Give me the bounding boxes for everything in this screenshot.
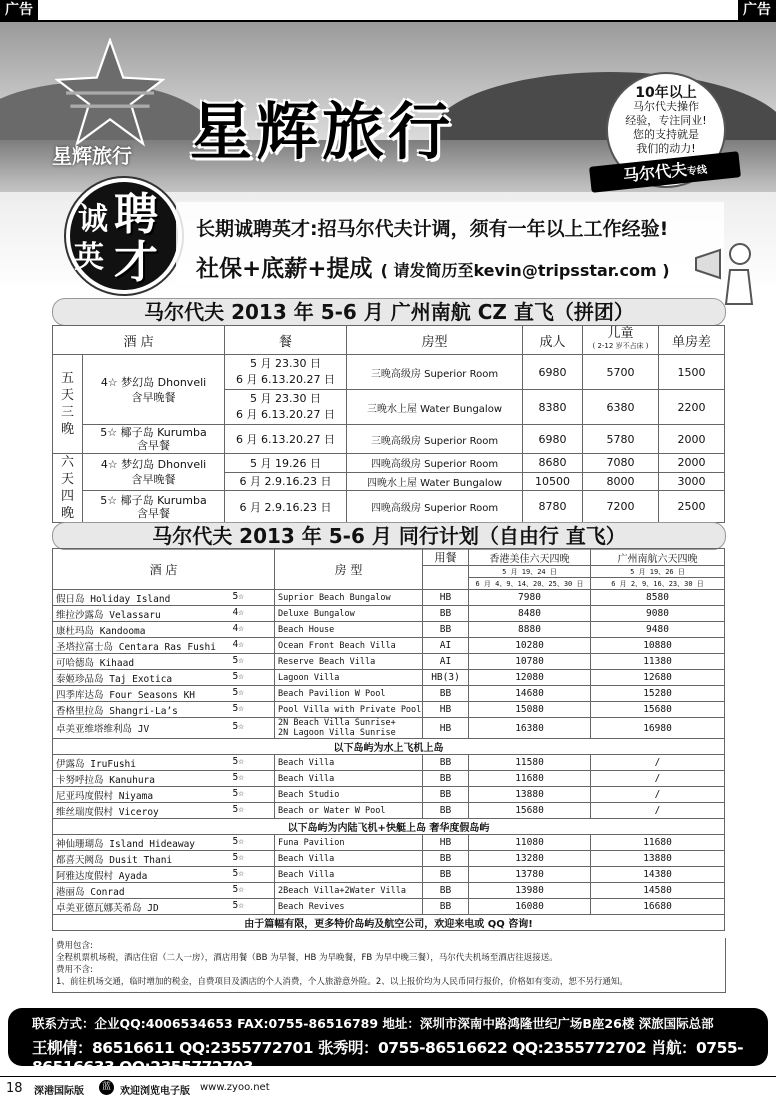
hotel-star: 5☆ (232, 721, 244, 732)
hotel-star: 5☆ (232, 755, 244, 767)
room-line: Reserve Beach Villa (278, 656, 376, 667)
hotel-name: 4☆ 梦幻岛 Dhonveli (100, 375, 207, 389)
hotel-name: 5☆ 椰子岛 Kurumba (100, 493, 207, 507)
col-price2: 广州南航六天四晚 (591, 549, 725, 566)
adult-price: 8380 (523, 390, 583, 425)
hotel-star: 4☆ (232, 606, 244, 618)
table-row (53, 803, 725, 819)
meal-cell: BB (423, 686, 469, 702)
col-hotel: 酒 店 (53, 326, 225, 355)
price1-cell: 13780 (469, 867, 591, 883)
price2-cell: 15680 (591, 702, 725, 718)
hotel-name: 卓美亚维塔维利岛 JV (56, 724, 150, 735)
room-cell (275, 606, 423, 622)
subheader-seaplane: 以下岛屿为水上飞机上岛 (53, 739, 725, 755)
rows-group-c (53, 835, 725, 915)
price1-cell: 11680 (469, 771, 591, 787)
col-meal: 用餐 (423, 549, 469, 566)
hotel-name: 圣塔拉富士岛 Centara Ras Fushi (56, 641, 216, 653)
price2-cell: 11680 (591, 835, 725, 851)
rows-group-a (53, 590, 725, 739)
room-line: Beach Villa (278, 773, 335, 784)
price1-cell: 12080 (469, 670, 591, 686)
note-line: 费用不含: (56, 965, 93, 975)
price2-cell: / (591, 787, 725, 803)
price2-cell: 11380 (591, 654, 725, 670)
table-row (53, 787, 725, 803)
recruit-char: 才 (114, 237, 158, 288)
col-room: 房型 (347, 326, 523, 355)
table-row (53, 718, 725, 739)
room-line: Beach Studio (278, 789, 340, 800)
hotel-cell (53, 851, 275, 867)
hotel-star: 5☆ (232, 899, 244, 911)
child-label: 儿童 (607, 326, 634, 341)
hotel-meal: 含早餐 (137, 439, 170, 452)
recruit-char: 聘 (114, 189, 158, 240)
publication-icon: 蓝 (99, 1080, 114, 1095)
meal-cell: HB (423, 718, 469, 739)
recruit-line2 (196, 250, 670, 283)
room-line: Pool Villa with Private Pool (278, 704, 422, 715)
note-line: 1、前往机场交通，临时增加的税金，自费项目及酒店的个人消费，个人旅游意外险。2、以上报价均为人民币同行报价，价格如有变动，恕不另行通知。 (56, 977, 628, 987)
meal-cell: HB(3) (423, 670, 469, 686)
table-row (53, 883, 725, 899)
hotel-name: 阿雅达度假村 Ayada (56, 870, 148, 882)
hotel-cell (53, 803, 275, 819)
room-cell (275, 718, 423, 739)
hotel-name: 伊露岛 IruFushi (56, 758, 136, 770)
col-single: 单房差 (659, 326, 725, 355)
price1-cell: 13880 (469, 787, 591, 803)
room-line: Lagoon Villa (278, 672, 340, 683)
hotel-meal: 含早餐 (137, 506, 170, 520)
table-row (53, 755, 725, 771)
hotel-name: 卡努呼拉岛 Kanuhura (56, 774, 155, 786)
hotel-name: 港丽岛 Conrad (56, 886, 125, 898)
room-cell (275, 787, 423, 803)
col-child (583, 326, 659, 355)
ad-tag-left: 广告 (0, 0, 38, 20)
price2-cell: 10880 (591, 638, 725, 654)
price2-cell: 8580 (591, 590, 725, 606)
price2-cell: 16980 (591, 718, 725, 739)
room-line: Beach or Water W Pool (278, 805, 386, 816)
hotel-name: 4☆ 梦幻岛 Dhonveli (100, 458, 207, 472)
date-cell: 6 月 2.9.16.23 日 (225, 472, 347, 491)
price1-cell: 15080 (469, 702, 591, 718)
room-line: 2Beach Villa+2Water Villa (278, 885, 406, 896)
room-cell: 三晚高级房 Superior Room (347, 425, 523, 454)
duration-label: 六天四晚 (53, 454, 83, 523)
child-price: 7200 (583, 491, 659, 523)
hotel-name: 可哈德岛 Kihaad (56, 657, 135, 669)
ribbon-main: 马尔代夫 (622, 159, 688, 186)
bubble-line: 经验，专注同业! (625, 114, 707, 127)
hotel-star: 5☆ (232, 787, 244, 799)
price1-cell: 13280 (469, 851, 591, 867)
date-cell: 5 月 19.26 日 (225, 454, 347, 473)
room-line: Ocean Front Beach Villa (278, 640, 396, 651)
hotel-name: 尼亚玛度假村 Niyama (56, 790, 154, 802)
price1-cell: 11080 (469, 835, 591, 851)
hotel-star: 5☆ (232, 803, 244, 815)
meal-cell: AI (423, 638, 469, 654)
table-row (53, 590, 725, 606)
single-price: 3000 (659, 472, 725, 491)
meal-cell: BB (423, 899, 469, 915)
price1-date: 5 月 19、24 日 (469, 566, 591, 578)
meal-cell: BB (423, 787, 469, 803)
child-note: ( 2-12 岁不占床 ) (592, 342, 649, 350)
recruit-char: 诚 (78, 202, 108, 237)
group-tour-table (52, 325, 725, 523)
table-row (53, 899, 725, 915)
single-price: 2000 (659, 425, 725, 454)
room-cell (275, 654, 423, 670)
child-price: 8000 (583, 472, 659, 491)
hotel-cell (53, 867, 275, 883)
price2-cell: / (591, 803, 725, 819)
note-line: 全程机票机场税，酒店住宿（二人一房），酒店用餐（BB 为早餐，HB 为早晚餐，FB 为早中晚三餐），马尔代夫机场至酒店往返接送。 (56, 953, 558, 963)
price2-cell: 14380 (591, 867, 725, 883)
hotel-cell (53, 606, 275, 622)
col-hotel: 酒 店 (53, 549, 275, 590)
date-line: 6 月 6.13.20.27 日 (236, 408, 335, 421)
table-row (53, 686, 725, 702)
price2-cell: 14580 (591, 883, 725, 899)
room-cell (275, 851, 423, 867)
room-line: Funa Pavilion (278, 837, 345, 848)
price1-date: 6 月 4、9、14、20、25、30 日 (469, 578, 591, 590)
room-line: Beach Pavilion W Pool (278, 688, 386, 699)
room-line: 2N Beach Villa Sunrise+ (278, 718, 396, 728)
hotel-name: 泰姬珍品岛 Taj Exotica (56, 673, 173, 685)
hotel-star: 5☆ (232, 851, 244, 863)
price2-cell: 12680 (591, 670, 725, 686)
price1-cell: 10280 (469, 638, 591, 654)
table-row (53, 702, 725, 718)
hotel-cell (53, 899, 275, 915)
hotel-star: 5☆ (232, 670, 244, 682)
table-row (53, 606, 725, 622)
room-line: Beach Villa (278, 853, 335, 864)
price2-cell: 13880 (591, 851, 725, 867)
room-cell (275, 638, 423, 654)
hotel-name: 假日岛 Holiday Island (56, 593, 171, 605)
recruit-email: ( 请发简历至kevin@tripsstar.com ) (380, 261, 670, 280)
hotel-star: 4☆ (232, 638, 244, 650)
meal-cell: HB (423, 702, 469, 718)
recruit-char: 英 (74, 240, 104, 275)
hotel-name: 康杜玛岛 Kandooma (56, 625, 146, 637)
room-line: 2N Lagoon Villa Sunrise (278, 728, 396, 738)
price1-cell: 7980 (469, 590, 591, 606)
room-cell (275, 803, 423, 819)
table-row (53, 670, 725, 686)
room-cell (275, 899, 423, 915)
price1-cell: 16080 (469, 899, 591, 915)
table-row (53, 355, 725, 390)
meal-cell: BB (423, 606, 469, 622)
room-cell (275, 755, 423, 771)
table-row (53, 638, 725, 654)
hotel-cell (53, 883, 275, 899)
meal-cell: BB (423, 883, 469, 899)
price1-cell: 15680 (469, 803, 591, 819)
hotel-cell (53, 590, 275, 606)
price2-cell: 16680 (591, 899, 725, 915)
room-line: Beach Villa (278, 757, 335, 768)
room-cell (275, 686, 423, 702)
meal-cell: HB (423, 590, 469, 606)
ad-tag-right: 广告 (738, 0, 776, 20)
hotel-name: 四季库达岛 Four Seasons KH (56, 689, 196, 701)
hotel-cell (53, 787, 275, 803)
price1-cell: 8480 (469, 606, 591, 622)
hotel-cell (53, 702, 275, 718)
hotel-star: 5☆ (232, 883, 244, 895)
price1-cell: 11580 (469, 755, 591, 771)
hotel-name: 神仙珊瑚岛 Island Hideaway (56, 838, 196, 850)
footer-slogan: 欢迎浏览电子版 (120, 1086, 190, 1097)
hotel-star: 5☆ (232, 686, 244, 698)
subheader-domestic: 以下岛屿为内陆飞机+快艇上岛 奢华度假岛屿 (53, 819, 725, 835)
room-cell: 三晚水上屋 Water Bungalow (347, 390, 523, 425)
table-row (53, 622, 725, 638)
price2-cell: 9080 (591, 606, 725, 622)
star-logo-icon (55, 38, 165, 148)
single-price: 1500 (659, 355, 725, 390)
col-price1: 香港美佳六天四晚 (469, 549, 591, 566)
meal-cell: HB (423, 835, 469, 851)
child-price: 5700 (583, 355, 659, 390)
price1-cell: 10780 (469, 654, 591, 670)
contact-info: 联系方式：企业QQ:4006534653 FAX:0755-86516789 地址：深圳市深南中路鸿隆世纪广场B座26楼 深旅国际总部 (32, 1016, 714, 1031)
adult-price: 8680 (523, 454, 583, 473)
single-price: 2200 (659, 390, 725, 425)
free-travel-table (52, 548, 725, 931)
bubble-line: 我们的动力! (636, 142, 696, 155)
room-cell (275, 835, 423, 851)
col-adult: 成人 (523, 326, 583, 355)
room-cell (275, 590, 423, 606)
page-number: 18 (6, 1081, 23, 1096)
price2-cell: / (591, 771, 725, 787)
section1-title: 马尔代夫 2013 年 5-6 月 广州南航 CZ 直飞（拼团） (52, 298, 726, 326)
table-row (53, 835, 725, 851)
logo-name: 星辉旅行 (52, 144, 132, 168)
hotel-name: 维拉沙露岛 Velassaru (56, 609, 161, 621)
hotel-star: 5☆ (232, 771, 244, 783)
hotel-cell (53, 622, 275, 638)
room-cell: 四晚高级房 Superior Room (347, 491, 523, 523)
room-cell: 四晚高级房 Superior Room (347, 454, 523, 473)
single-price: 2500 (659, 491, 725, 523)
hotel-cell (83, 355, 225, 425)
table-row (53, 491, 725, 523)
fee-notes (52, 938, 726, 993)
child-price: 7080 (583, 454, 659, 473)
room-line: Deluxe Bungalow (278, 608, 355, 619)
hotel-name: 5☆ 椰子岛 Kurumba (100, 426, 207, 439)
date-line: 5 月 23.30 日 (250, 392, 321, 405)
hotel-cell (53, 638, 275, 654)
meal-cell: AI (423, 654, 469, 670)
room-line: Beach Revives (278, 901, 345, 912)
adult-price: 10500 (523, 472, 583, 491)
table-row (53, 654, 725, 670)
hotel-cell (83, 491, 225, 523)
room-line: Suprior Beach Bungalow (278, 592, 391, 603)
ribbon-small: 专线 (686, 164, 708, 178)
price1-cell: 14680 (469, 686, 591, 702)
price1-cell: 16380 (469, 718, 591, 739)
meal-cell: BB (423, 867, 469, 883)
hotel-star: 5☆ (232, 654, 244, 666)
hotel-star: 5☆ (232, 835, 244, 847)
footer-url[interactable]: www.zyoo.net (200, 1082, 270, 1093)
rows-group-b (53, 755, 725, 819)
hotel-star: 5☆ (232, 867, 244, 879)
hotel-name: 维丝瑞度假村 Viceroy (56, 806, 159, 818)
table-header (53, 326, 725, 355)
adult-price: 8780 (523, 491, 583, 523)
col-room: 房 型 (275, 549, 423, 590)
hotel-cell (83, 454, 225, 491)
price2-cell: 9480 (591, 622, 725, 638)
contact-bar (8, 1008, 768, 1076)
date-line: 5 月 23.30 日 (250, 357, 321, 370)
hotel-cell (53, 835, 275, 851)
subheader-row (53, 819, 725, 835)
price1-cell: 8880 (469, 622, 591, 638)
hotel-cell (53, 670, 275, 686)
room-cell (275, 702, 423, 718)
col-meal-blank (423, 566, 469, 590)
price2-date: 6 月 2、9、16、23、30 日 (591, 578, 725, 590)
duration-label: 五天三晚 (53, 355, 83, 454)
date-cell: 6 月 6.13.20.27 日 (225, 425, 347, 454)
date-cell (225, 390, 347, 425)
room-cell (275, 883, 423, 899)
room-line: Beach House (278, 624, 335, 635)
bubble-line: 您的支持就是 (633, 128, 699, 141)
room-cell (275, 867, 423, 883)
room-cell (275, 622, 423, 638)
child-price: 5780 (583, 425, 659, 454)
hotel-meal: 含早晚餐 (131, 390, 176, 404)
table-row (53, 454, 725, 473)
adult-price: 6980 (523, 425, 583, 454)
table-row (53, 867, 725, 883)
meal-cell: BB (423, 803, 469, 819)
hotel-cell (53, 686, 275, 702)
bubble-line: 马尔代夫操作 (633, 100, 699, 113)
date-cell (225, 355, 347, 390)
price1-cell: 13980 (469, 883, 591, 899)
limit-note: 由于篇幅有限，更多特价岛屿及航空公司，欢迎来电或 QQ 咨询! (53, 915, 725, 931)
table-row (53, 851, 725, 867)
hotel-name: 卓美亚德瓦娜芙希岛 JD (56, 902, 159, 914)
hotel-cell (53, 718, 275, 739)
date-line: 6 月 6.13.20.27 日 (236, 373, 335, 386)
meal-cell: BB (423, 851, 469, 867)
subheader-row (53, 915, 725, 931)
footer (0, 1076, 776, 1101)
recruit-benefits: 社保+底薪+提成 (196, 256, 373, 282)
meal-cell: BB (423, 755, 469, 771)
child-price: 6380 (583, 390, 659, 425)
meal-cell: BB (423, 622, 469, 638)
hotel-cell (53, 654, 275, 670)
hotel-cell (53, 771, 275, 787)
section2-title: 马尔代夫 2013 年 5-6 月 同行计划（自由行 直飞） (52, 522, 726, 550)
room-cell (275, 670, 423, 686)
hotel-cell (83, 425, 225, 454)
price2-cell: / (591, 755, 725, 771)
price2-cell: 15280 (591, 686, 725, 702)
table-row (53, 771, 725, 787)
room-cell: 四晚水上屋 Water Bungalow (347, 472, 523, 491)
hotel-meal: 含早晚餐 (131, 473, 176, 487)
meal-cell: BB (423, 771, 469, 787)
room-cell: 三晚高级房 Superior Room (347, 355, 523, 390)
note-line: 费用包含: (56, 941, 93, 951)
contact-phones: 王柳倩：86516611 QQ:2355772701 张秀明：0755-86516622 QQ:2355772702 肖航：0755-86516633 QQ:2355772703 (32, 1039, 744, 1076)
col-meal: 餐 (225, 326, 347, 355)
date-cell: 6 月 2.9.16.23 日 (225, 491, 347, 523)
hotel-name: 都喜天阙岛 Dusit Thani (56, 854, 173, 866)
adult-price: 6980 (523, 355, 583, 390)
price2-date: 5 月 19、26 日 (591, 566, 725, 578)
hotel-star: 5☆ (232, 702, 244, 714)
hotel-name: 香格里拉岛 Shangri-La’s (56, 705, 178, 717)
hotel-cell (53, 755, 275, 771)
hotel-star: 5☆ (232, 590, 244, 602)
recruit-line1: 长期诚聘英才:招马尔代夫计调，须有一年以上工作经验! (196, 218, 669, 240)
subheader-row (53, 739, 725, 755)
company-title: 星辉旅行 (190, 95, 455, 168)
hotel-star: 4☆ (232, 622, 244, 634)
room-cell (275, 771, 423, 787)
table-row (53, 425, 725, 454)
room-line: Beach Villa (278, 869, 335, 880)
single-price: 2000 (659, 454, 725, 473)
publication-name: 深港国际版 (34, 1086, 84, 1097)
bubble-line: 10年以上 (635, 85, 697, 101)
table-header (53, 549, 725, 566)
